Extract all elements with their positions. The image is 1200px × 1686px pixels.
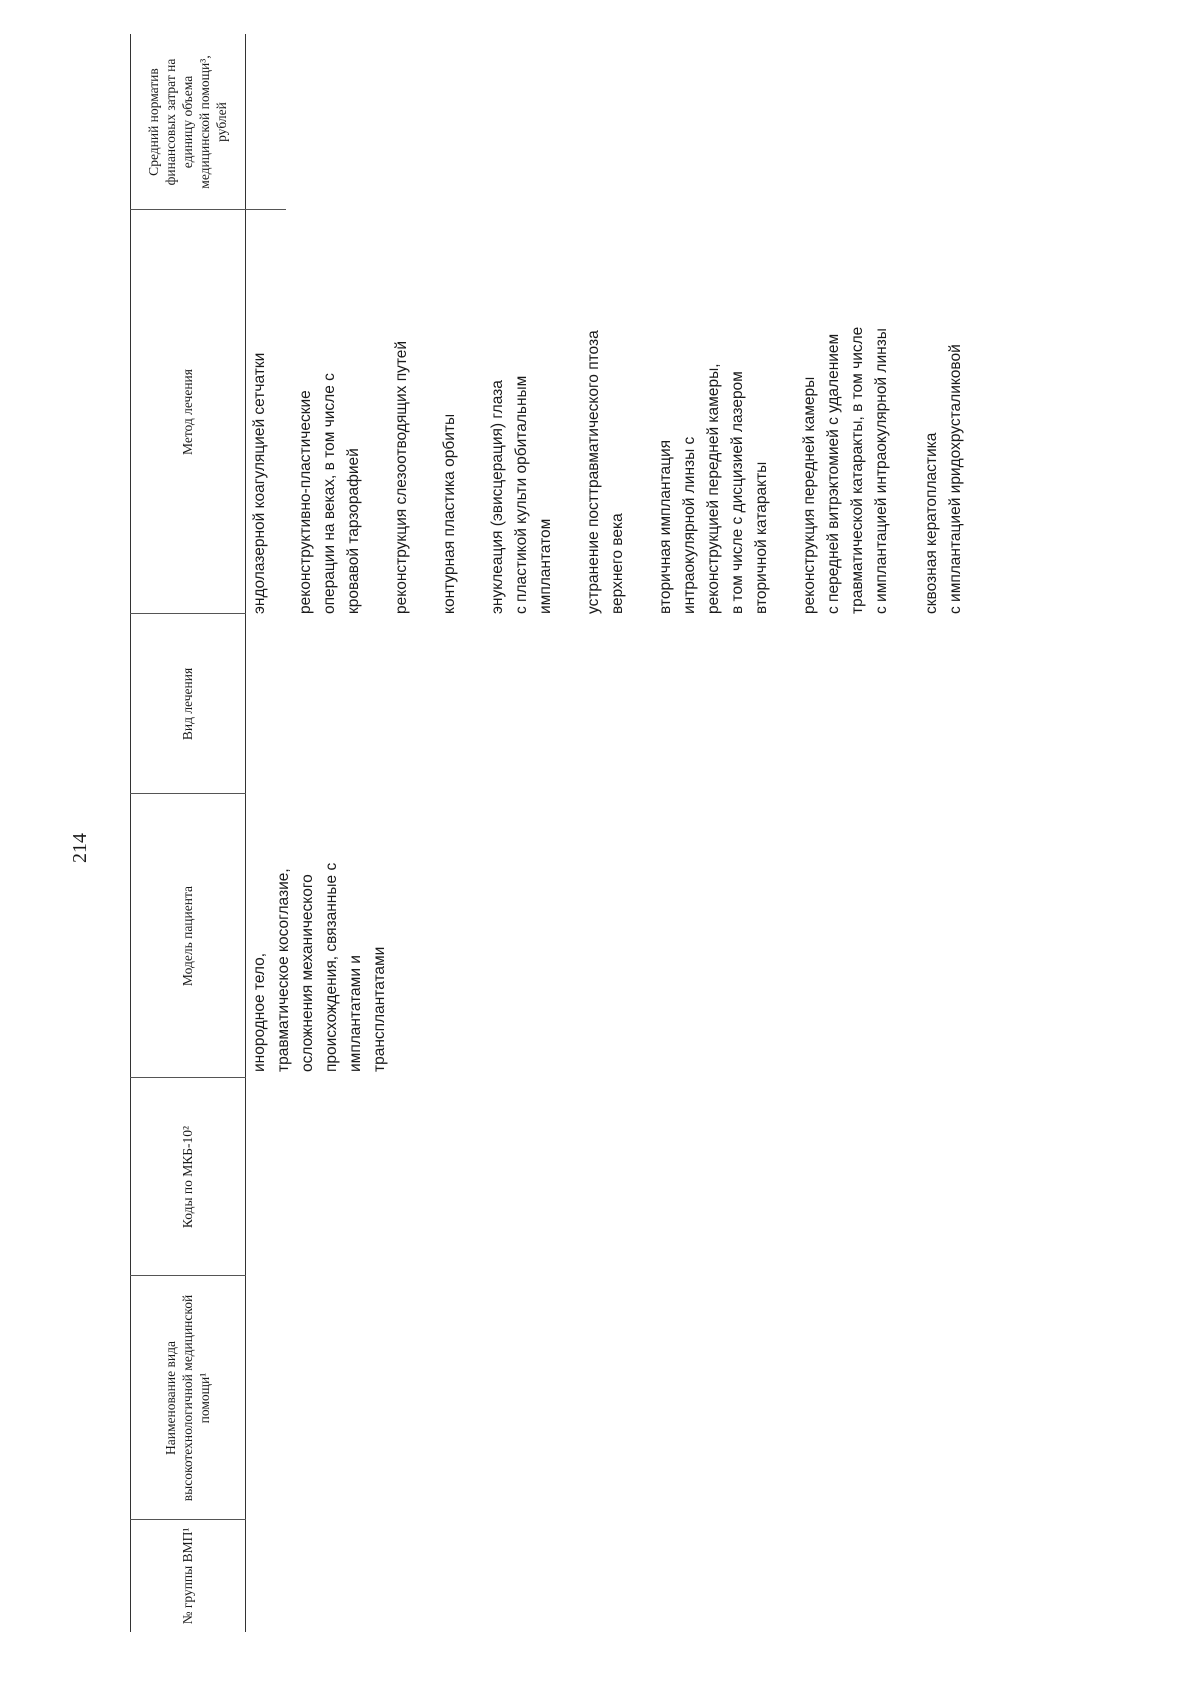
column-divider [246,209,286,210]
method-item: сквозная кератопластика с имплантацией иридохрусталиковой [923,344,964,614]
method-item: реконструкция передней камеры с передней витрэктомией с удалением травматической катаракты, в том числе с имплантацией интраокулярной линзы [801,326,890,614]
header-average-cost: Средний норматив финансовых затрат на единицу объема медицинской помощи³, рублей [146,55,229,189]
method-item: контурная пластика орбиты [441,413,458,614]
table-header-row [130,34,246,1632]
method-item: эндолазерной коагуляцией сетчатки [251,352,268,614]
column-divider [130,1077,246,1078]
method-item: устранение посттравматического птоза верхнего века [585,330,626,614]
method-item: реконструктивно-пластические операции на веках, в том числе с кровавой тарзорафией [297,373,362,614]
header-icd-codes: Коды по МКБ-10² [180,1125,195,1229]
column-divider [130,1275,246,1276]
header-treatment-type: Вид лечения [180,667,195,741]
header-patient-model: Модель пациента [180,885,195,987]
column-divider [130,793,246,794]
rotated-table [130,34,1130,1632]
header-treatment-method: Метод лечения [180,369,195,455]
column-divider [130,613,246,614]
method-item: вторичная имплантация интраокулярной линзы с реконструкцией передней камеры, в том числе с дисцизией лазером вторичной катаракты [657,363,770,614]
method-item: реконструкция слезоотводящих путей [393,340,410,614]
page-number: 214 [69,833,91,863]
method-item: энуклеация (эвисцерация) глаза с пластикой культи орбитальным имплантатом [489,375,554,614]
header-vmp-name: Наименование вида высокотехнологичной медицинской помощи¹ [163,1294,212,1502]
cell-patient-model: инородное тело, травматическое косоглазие, осложнения механического происхождения, связанные с имплантатами и трансплантатами [251,862,388,1072]
header-group-number: № группы ВМП¹ [180,1527,195,1625]
column-divider [130,1519,246,1520]
column-divider [130,209,246,210]
